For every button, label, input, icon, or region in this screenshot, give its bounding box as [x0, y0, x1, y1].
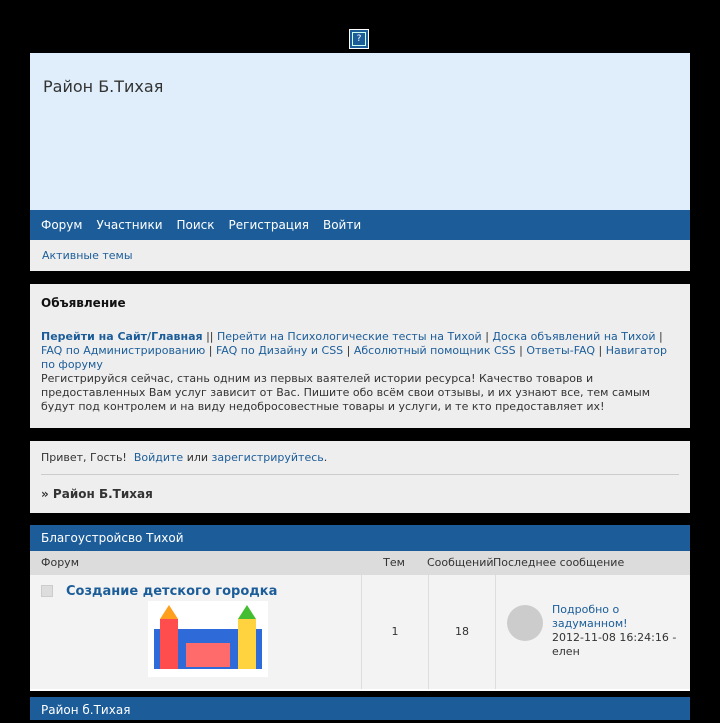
forum-status-icon: [41, 585, 53, 597]
announcement: Объявление Перейти на Сайт/Главная || Перейти на Психологические тесты на Тихой | Доска объявлений на Тихой | FAQ по Администрированию | FAQ по Дизайну и CSS | Абсолютный помощник CSS | Ответы-FAQ | Навигатор по форуму Регистрируйся сейчас, стань одним из первых ваятелей истории ресурса! Качество товаров и предоставленных Вам услуг зависит от Вас. Пишите обо всём свои отзывы, и их узнают все, тем самым будут под контролем и на виду недобросовестные товары и услуги, и те кто предоставляет их!: [30, 284, 690, 428]
topics-count: 1: [361, 575, 428, 689]
link-psy-tests[interactable]: Перейти на Психологические тесты на Тихой: [217, 330, 482, 343]
nav-forum[interactable]: Форум: [41, 218, 83, 232]
nav-search[interactable]: Поиск: [176, 218, 215, 232]
link-answers-faq[interactable]: Ответы-FAQ: [526, 344, 596, 357]
last-post-link[interactable]: Подробно о задуманном!: [552, 603, 628, 630]
welcome-box: Привет, Гость! Войдите или зарегистрируйтесь. » Район Б.Тихая: [30, 441, 690, 513]
breadcrumb: » Район Б.Тихая: [41, 487, 153, 501]
last-post-meta: 2012-11-08 16:24:16 - елен: [552, 631, 677, 658]
header: [30, 53, 690, 271]
nav-users[interactable]: Участники: [96, 218, 163, 232]
greeting: Привет, Гость!: [41, 451, 127, 464]
link-forum-nav[interactable]: Навигатор по форуму: [41, 344, 668, 371]
avatar: [507, 605, 543, 641]
active-topics-link[interactable]: Активные темы: [42, 249, 133, 262]
bouncy-castle-image: [148, 601, 268, 677]
banner: [30, 53, 690, 210]
category-title[interactable]: Благоустройсво Тихой: [30, 525, 690, 551]
or-text: или: [186, 451, 209, 464]
link-faq-design[interactable]: FAQ по Дизайну и CSS: [215, 344, 344, 357]
category-block: [30, 525, 690, 691]
login-link[interactable]: Войдите: [133, 451, 184, 464]
help-icon[interactable]: ?: [349, 29, 369, 49]
category2-title[interactable]: Район б.Тихая: [30, 697, 690, 720]
posts-count: 18: [428, 575, 495, 689]
site-title: Район Б.Тихая: [43, 77, 164, 96]
link-css-helper[interactable]: Абсолютный помощник CSS: [353, 344, 516, 357]
nav-login[interactable]: Войти: [322, 218, 362, 232]
link-faq-admin[interactable]: FAQ по Администрированию: [41, 344, 206, 357]
main-nav: [30, 210, 690, 240]
col-last: Последнее сообщение: [493, 556, 625, 569]
forum-row: [30, 575, 690, 689]
nav-register[interactable]: Регистрация: [228, 218, 309, 232]
announcement-text: Регистрируйся сейчас, стань одним из первых ваятелей истории ресурса! Качество товаров и предоставленных Вам услуг зависит от Вас. Пишите обо всём свои отзывы, и их узнают все, тем самым будут под контролем и на виду недобросовестные товары и услуги, и те кто предоставляет их!: [41, 372, 651, 413]
col-forum: Форум: [41, 556, 79, 569]
announcement-title: Объявление: [41, 296, 126, 310]
forum-link[interactable]: Создание детского городка: [66, 584, 278, 599]
col-topics: Тем: [383, 556, 405, 569]
register-link[interactable]: зарегистрируйтесь: [211, 451, 324, 464]
link-ads[interactable]: Доска объявлений на Тихой: [492, 330, 656, 343]
col-posts: Сообщений: [427, 556, 494, 569]
link-site-main[interactable]: Перейти на Сайт/Главная: [41, 330, 203, 343]
